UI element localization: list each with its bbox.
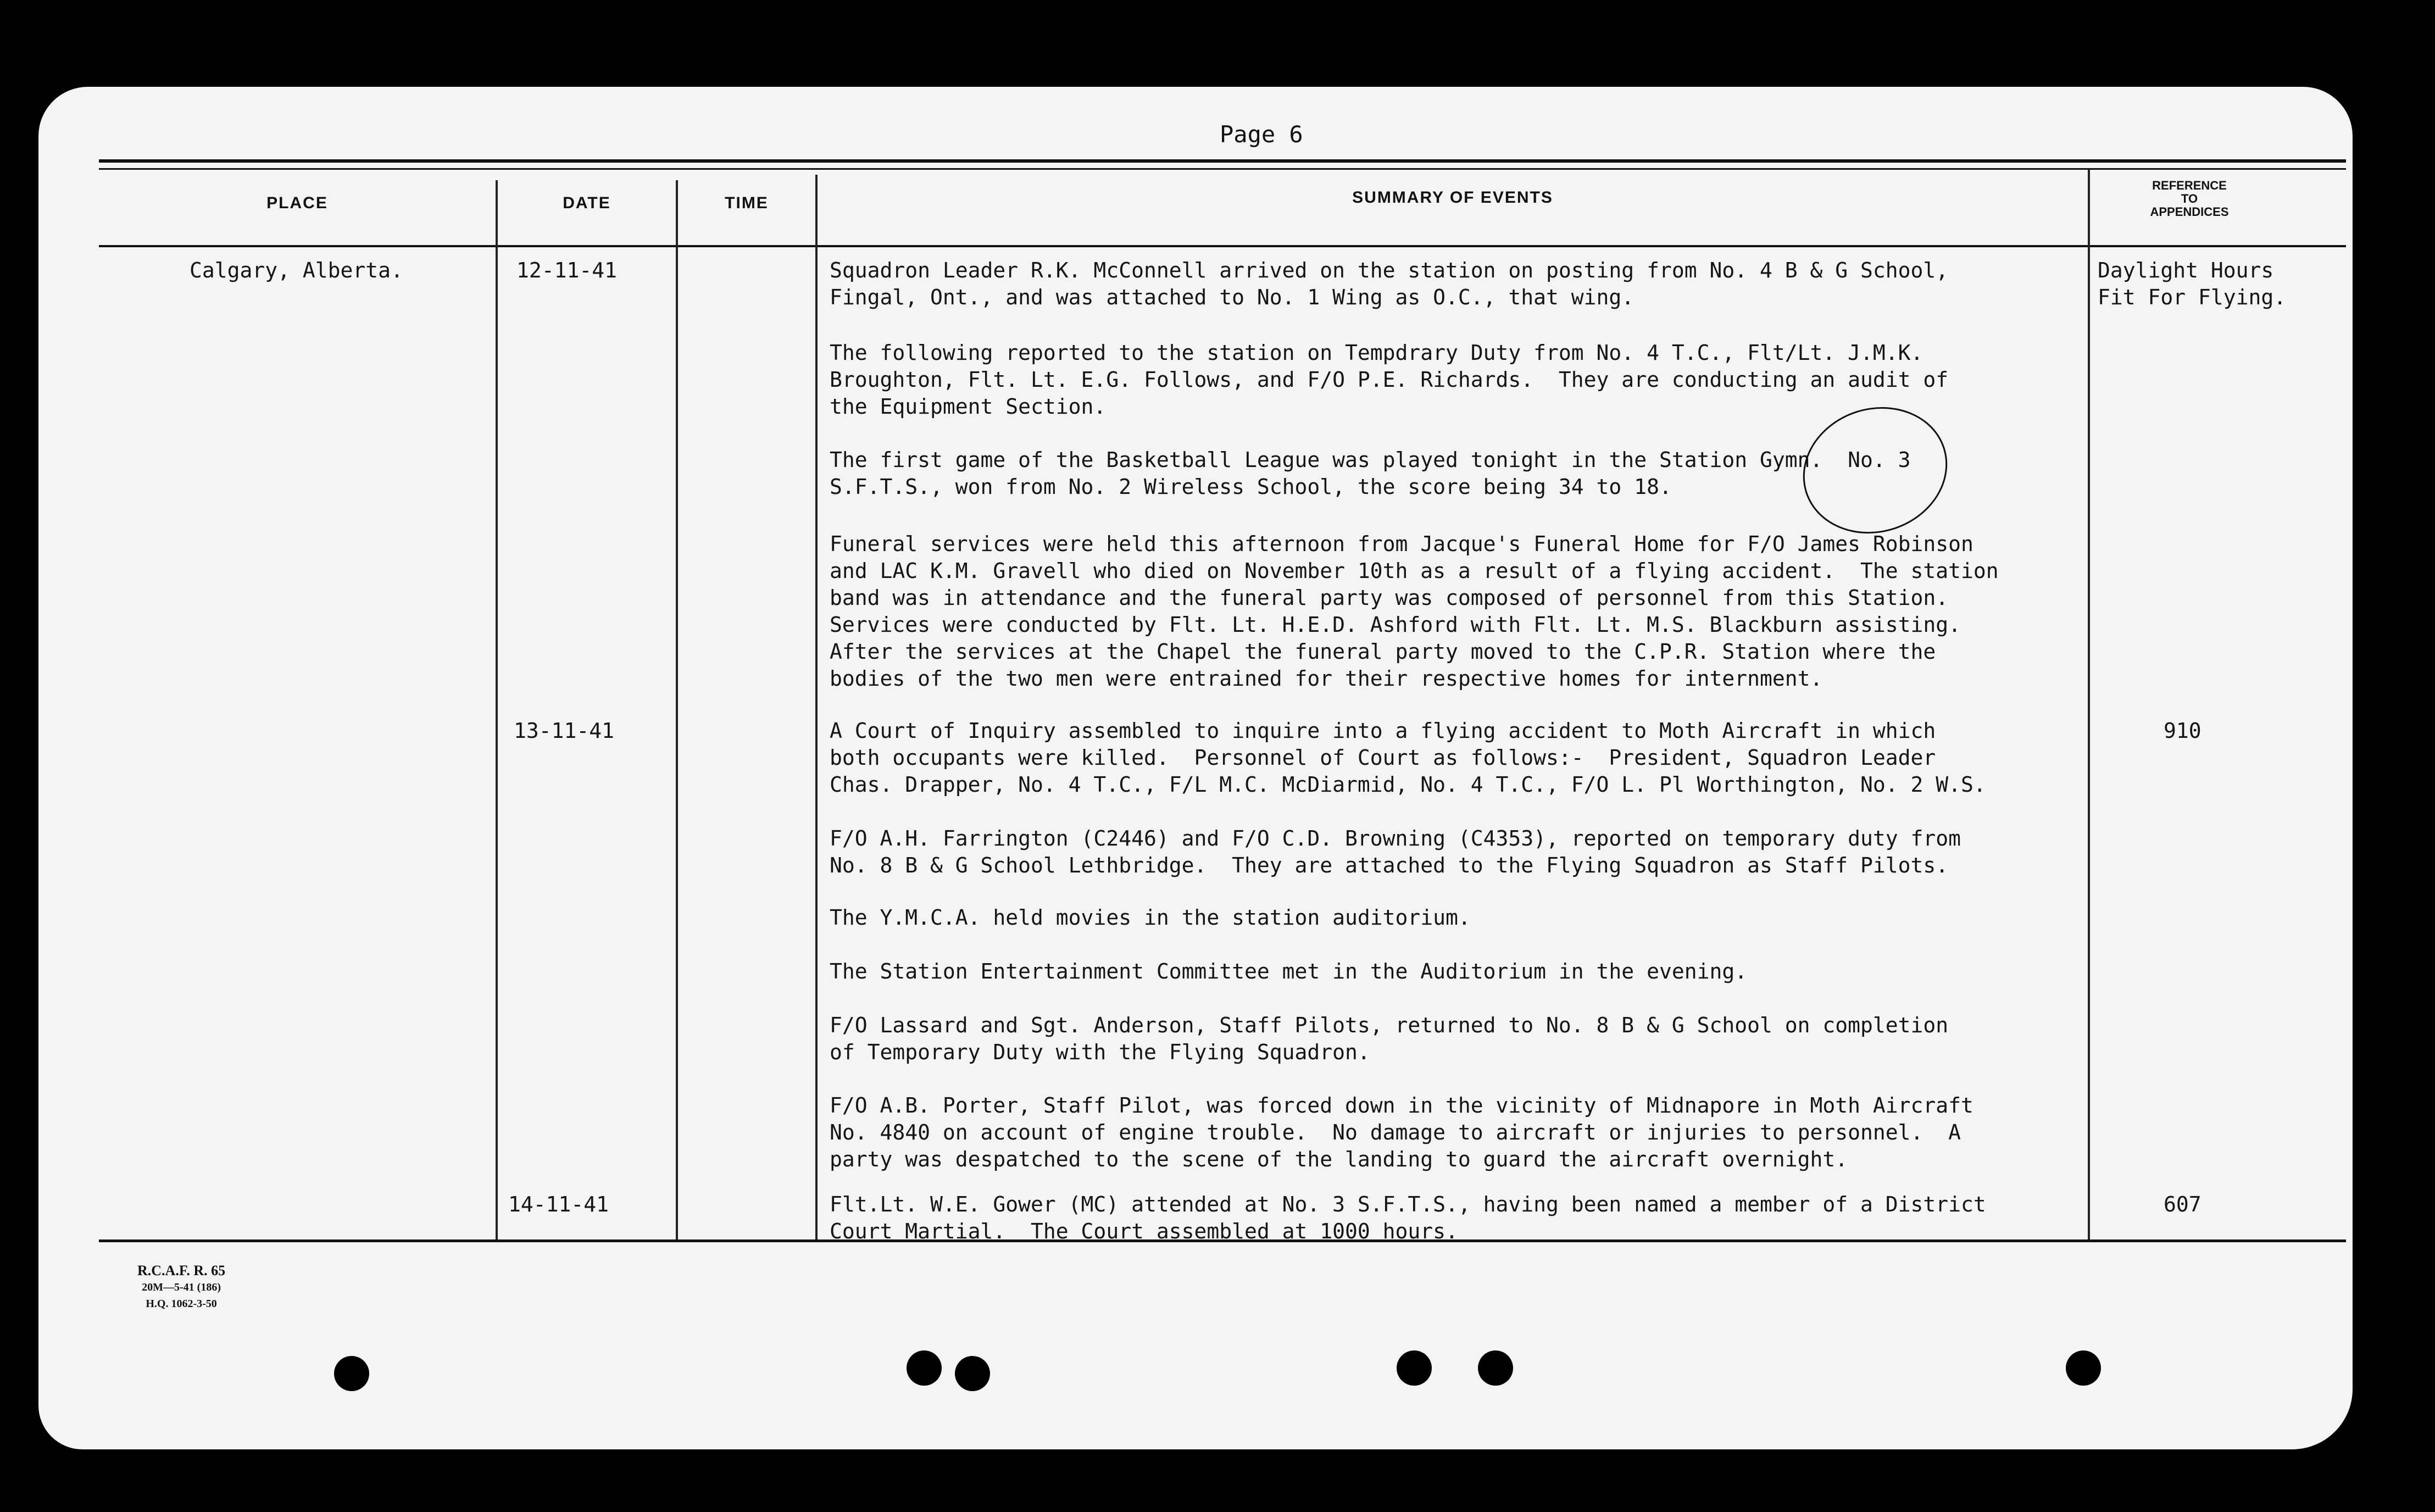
punch-hole [907, 1350, 942, 1386]
punch-hole [1478, 1350, 1513, 1386]
place-cell: Calgary, Alberta. [190, 258, 403, 282]
reference-cell: Daylight Hours [2098, 258, 2274, 282]
date-cell: 13-11-41 [514, 719, 615, 743]
col-divider-date [676, 180, 678, 1239]
header-summary: SUMMARY OF EVENTS [1352, 188, 1553, 207]
col-divider-time [815, 175, 818, 1239]
summary-entry: Squadron Leader R.K. McConnell arrived on the station on posting from No. 4 B & G School, Fingal, Ont., and was attached to No. 1 Wing as O.C., that wing. [830, 258, 1949, 309]
summary-entry: F/O A.B. Porter, Staff Pilot, was forced down in the vicinity of Midnapore in Moth Aircraft No. 4840 on account of engine trouble. No damage to aircraft or injuries to personnel. A party was despatched to the scene of the landing to guard the aircraft overnight. [830, 1093, 1973, 1171]
summary-entry: The first game of the Basketball League was played tonight in the Station Gymn. No. 3 S.F.T.S., won from No. 2 Wireless School, the score being 34 to 18. [830, 448, 1911, 499]
summary-entry: The Y.M.C.A. held movies in the station auditorium. [830, 905, 1471, 930]
top-rule-thin [99, 168, 2346, 170]
col-divider-summary [2088, 169, 2090, 1239]
summary-entry: The following reported to the station on Tempdrary Duty from No. 4 T.C., Flt/Lt. J.M.K. Broughton, Flt. Lt. E.G. Follows, and F/O P.E. Richards. They are conducting an audit of the Equipment Section. [830, 341, 1949, 419]
reference-cell: 910 [2164, 719, 2201, 743]
diary-sheet [38, 87, 2353, 1449]
form-number: R.C.A.F. R. 65 20M—5-41 (186) H.Q. 1062-3-50 [137, 1263, 226, 1310]
summary-entry: F/O Lassard and Sgt. Anderson, Staff Pilots, returned to No. 8 B & G School on completion of Temporary Duty with the Flying Squadron. [830, 1013, 1949, 1064]
header-reference: REFERENCE TO APPENDICES [2150, 179, 2229, 219]
date-cell: 12-11-41 [516, 258, 618, 282]
date-cell: 14-11-41 [508, 1192, 609, 1216]
col-divider-place [496, 180, 498, 1239]
summary-entry: A Court of Inquiry assembled to inquire into a flying accident to Moth Aircraft in which both occupants were killed. Personnel of Court as follows:- President, Squadron Leader Chas. Drapper, No. 4 T.C., F/L M.C. McDiarmid, No. 4 T.C., F/O L. Pl Worthington, No. 2 W.S. [830, 719, 1986, 797]
reference-cell: 607 [2164, 1192, 2201, 1216]
reference-cell: Fit For Flying. [2098, 285, 2287, 309]
header-rule [99, 245, 2346, 247]
summary-entry: Flt.Lt. W.E. Gower (MC) attended at No. 3 S.F.T.S., having been named a member of a District Court Martial. The Court assembled at 1000 hours. [830, 1192, 1986, 1243]
summary-entry: F/O A.H. Farrington (C2446) and F/O C.D. Browning (C4353), reported on temporary duty from No. 8 B & G School Lethbridge. They are attached to the Flying Squadron as Staff Pilots. [830, 826, 1961, 877]
page-number: Page 6 [1220, 121, 1303, 148]
punch-hole [955, 1356, 990, 1391]
header-place: PLACE [266, 194, 328, 212]
punch-hole [334, 1356, 369, 1391]
header-date: DATE [563, 194, 611, 212]
top-rule [99, 159, 2346, 163]
punch-hole [1397, 1350, 1432, 1386]
header-time: TIME [725, 194, 769, 212]
summary-entry: The Station Entertainment Committee met in the Auditorium in the evening. [830, 959, 1748, 983]
punch-hole [2066, 1350, 2101, 1386]
summary-entry: Funeral services were held this afternoon from Jacque's Funeral Home for F/O James Robinson and LAC K.M. Gravell who died on November 10th as a result of a flying accident. The station band was in attendance and the funeral party was composed of personnel from this Station. Services were conducted by Flt. Lt. H.E.D. Ashford with Flt. Lt. M.S. Blackburn assisting. After the services at the Chapel the funeral party moved to the C.P.R. Station where the bodies of the two men were entrained for their respective homes for internment. [830, 532, 1999, 691]
